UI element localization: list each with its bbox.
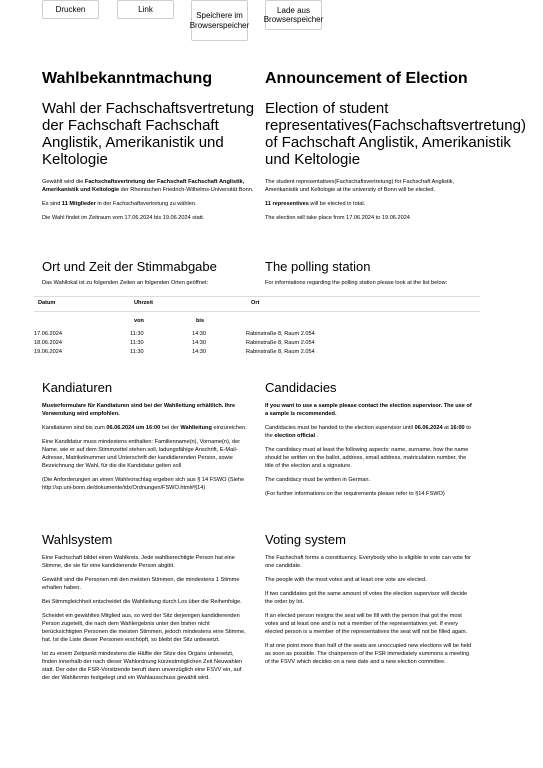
print-button[interactable]: Drucken — [42, 0, 99, 19]
voting-text-de: Bei Stimmgleichheit entscheidet die Wahlleitung durch Los über die Reihenfolge. — [42, 599, 242, 605]
table-cell-from: 11:30 — [130, 340, 144, 346]
voting-text-en: The people with the most votes and at least one vote are elected. — [265, 577, 427, 583]
candidacies-language-en: The candidacy must be written in German. — [265, 477, 371, 483]
seats-text-en: 11 representives will be elected in total. — [265, 201, 366, 207]
table-cell-place: Rabinstraße 8, Raum 2.054 — [246, 349, 315, 355]
polling-text-de: Das Wahllokal ist zu folgenden Zeiten an folgenden Orten geöffnet: — [42, 280, 209, 286]
voting-section-en — [265, 532, 475, 672]
link-button[interactable]: Link — [117, 0, 174, 19]
polling-text-en: For informations regarding the polling station please look at the list below: — [265, 280, 448, 286]
election-title-de: Wahl der Fachschaftsvertretung der Fachschaft Fachschaft Anglistik, Amerikanistik und Keltologie — [42, 100, 255, 168]
col-date-header: Datum — [38, 300, 56, 306]
table-cell-to: 14:30 — [192, 340, 206, 346]
table-cell-date: 19.06.2024 — [34, 349, 62, 355]
col-from-header: von — [134, 318, 144, 324]
polling-heading-en: The polling station — [265, 259, 371, 274]
save-to-browser-button[interactable]: Speichere im Browserspeicher — [191, 0, 248, 41]
polling-section-en — [265, 259, 509, 293]
voting-text-de: Scheidet ein gewähltes Mitglied aus, so wird der Sitz derjenigen kandidierenden Person zugeteilt, die nach dem Wahlergebnis unter den bisher nicht berücksichtigten Personen die meisten Stimmen, jedoch mindestens eine Stimme, hat. Ist die Liste dieser Personen erschöpft, so bleibt der Sitz unbesetzt. — [42, 613, 246, 643]
col-place-header: Ort — [251, 300, 260, 306]
candidacies-sample-en: If you want to use a sample please contact the election supervisor. The use of a sample is recommended. — [265, 403, 472, 417]
page-title-de: Wahlbekanntmachung — [42, 70, 213, 87]
election-title-en: Election of student representatives(Fachschaftsvertretung) of Fachschaft Anglistik, Amerikanistik und Keltologie — [265, 100, 526, 168]
voting-text-en: If at one point more than half of the seats are unoccupied new elections will be held as soon as possible. The chairperson of the FSR immediately summons a meeting of the FSVV which decides on a new date and a new election committee. — [265, 643, 472, 665]
load-from-browser-button[interactable]: Lade aus Browserspeicher — [265, 0, 322, 30]
page-title-en: Announcement of Election — [265, 70, 468, 87]
candidacies-heading-de: Kandiaturen — [42, 380, 113, 395]
voting-text-en: If two candidates got the same amount of votes the election supervisor will decide the order by lot. — [265, 591, 468, 605]
english-announcement — [265, 70, 540, 228]
voting-text-en: The Fachschaft forms a constituency. Everybody who is eligible to vote can vote for one candidate. — [265, 555, 472, 569]
candidacies-requirements-en: The candidacy must at least the following aspects: name, surname, how the name should be written on the ballot, address, email address, matriculation number, the title of the election and a signature. — [265, 447, 469, 469]
polling-heading-de: Ort und Zeit der Stimmabgabe — [42, 259, 217, 274]
voting-section-de — [42, 532, 250, 688]
candidacies-reference-en: (For further informations on the requirements please refer to §14 FSWO) — [265, 491, 445, 497]
table-cell-from: 11:30 — [130, 349, 144, 355]
seats-text-de: Es sind 11 Mitglieder in der Fachschaftsvertretung zu wählen. — [42, 201, 197, 207]
table-cell-to: 14:30 — [192, 331, 206, 337]
candidacies-sample-de: Musterformulare für Kandiaturen sind bei der Wahlleitung erhältlich. Ihre Verwendung wird empfohlen. — [42, 403, 236, 417]
toolbar — [0, 0, 543, 42]
voting-text-en: If an elected person resigns the seat will be fill with the person that got the most votes and at least one and is not a member of the representatives yet. If every elected person is a member of the representatives the seat will not be filled again. — [265, 613, 468, 635]
candidacies-section-de — [42, 380, 252, 498]
intro-text-en: The student representatives(Fachschaftsvertretung) for Fachschaft Anglistik, Amerikanistik und Keltologie at the university of Bonn will be elected. — [265, 179, 455, 193]
candidacies-heading-en: Candidacies — [265, 380, 337, 395]
period-text-en: The election will take place from 17.06.2024 to 19.06.2024 — [265, 215, 410, 221]
voting-heading-en: Voting system — [265, 532, 346, 547]
table-cell-date: 17.06.2024 — [34, 331, 62, 337]
table-cell-date: 18.06.2024 — [34, 340, 62, 346]
col-to-header: bis — [196, 318, 205, 324]
table-cell-place: Rabinstraße 8, Raum 2.054 — [246, 340, 315, 346]
candidacies-deadline-en: Candidacies must be handed to the election supervisor until 06.06.2024 at 16:00 to the election official . — [265, 425, 471, 439]
intro-text-de: Gewählt wird die Fachschaftsvertretung der Fachschaft Fachschaft Anglistik, Amerikanistik und Keltologie der Rheinischen Friedrich-Wilhelms-Universität Bonn. — [42, 179, 254, 193]
voting-text-de: Eine Fachschaft bildet einen Wahlkreis. Jede wahlberechtigte Person hat eine Stimme, die sie für eine kandidierende Person abgibt. — [42, 555, 235, 569]
col-time-header: Uhrzeit — [134, 300, 153, 306]
candidacies-requirements-de: Eine Kandidatur muss mindestens enthalten: Familienname(n), Vorname(n), der Name, wie er auf dem Stimmzettel stehen soll, ladungsfähige Anschrift, E-Mail-Adresse, Matrikelnummer und Unterschrift der kandidierenden Person, sowie Bezeichnung der Wahl, für die die Kandidatur gelten soll — [42, 439, 241, 469]
candidacies-deadline-de: Kandiaturen sind bis zum 06.06.2024 um 16:00 bei der Wahlleitung einzureichen. — [42, 425, 247, 431]
german-announcement — [42, 70, 257, 228]
candidacies-reference-de: (Die Anforderungen an einen Wahlvorschlag ergeben sich aus § 14 FSWO (Siehe http://sp.uni-bonn.de/dokumente/idx/Ordnungen/FSWO.html#§14) — [42, 477, 245, 491]
voting-text-de: Gewählt sind die Personen mit den meisten Stimmen, die mindestens 1 Stimme erhalten haben. — [42, 577, 240, 591]
candidacies-section-en — [265, 380, 475, 504]
table-cell-from: 11:30 — [130, 331, 144, 337]
voting-heading-de: Wahlsystem — [42, 532, 113, 547]
table-cell-place: Rabinstraße 8, Raum 2.054 — [246, 331, 315, 337]
voting-text-de: Ist zu einem Zeitpunkt mindestens die Hälfte der Sitze des Organs unbesetzt, finden innerhalb der nach dieser Wahlordnung kürzestmöglichen Zeit Neuwahlen statt. Der oder die FSR-Vorsitzende beruft dann unverzüglich eine FSVV ein, auf der der Wahltermin festgelegt und ein Wahlausschuss gewählt wird. — [42, 651, 243, 681]
table-cell-to: 14:30 — [192, 349, 206, 355]
polling-section-de — [42, 259, 257, 293]
period-text-de: Die Wahl findet im Zeitraum vom 17.06.2024 bis 19.06.2024 statt. — [42, 215, 205, 221]
